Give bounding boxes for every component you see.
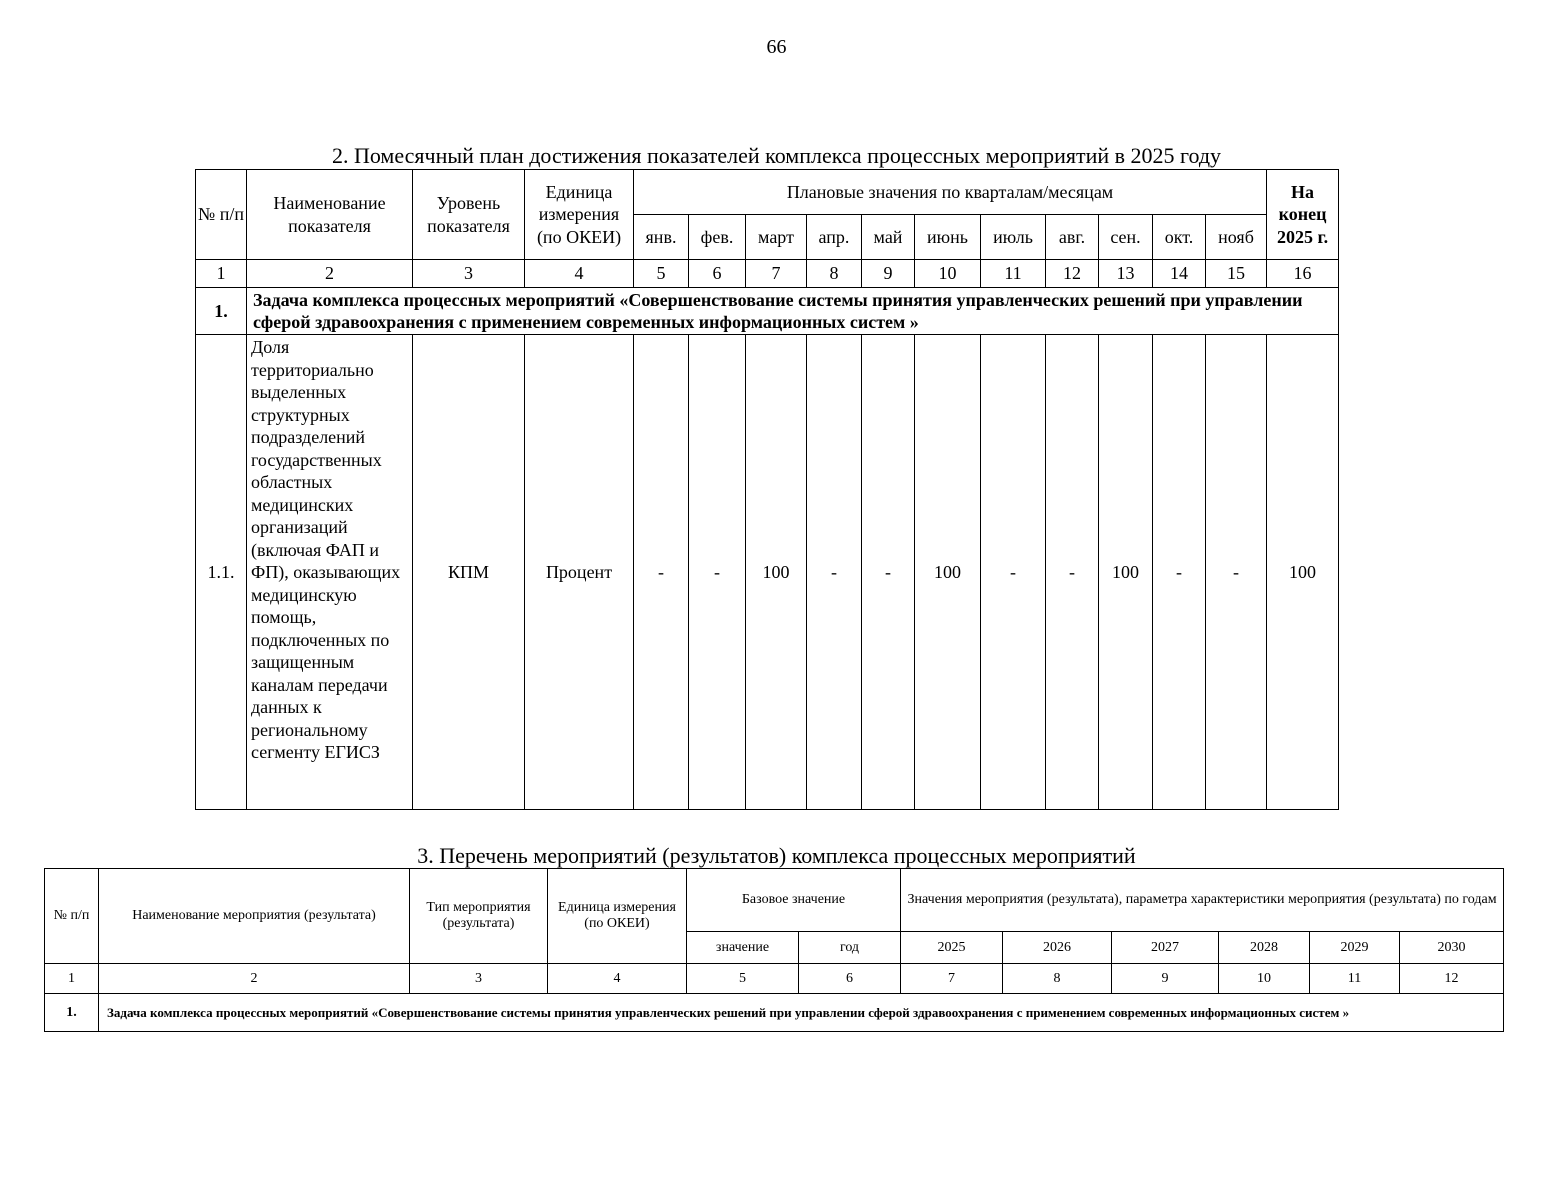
column-number: 10 — [1219, 964, 1310, 994]
month-value: 100 — [915, 335, 981, 810]
month-header: авг. — [1046, 215, 1099, 260]
column-number: 3 — [410, 964, 548, 994]
column-number: 16 — [1267, 260, 1339, 288]
column-number: 2 — [99, 964, 410, 994]
row-num: 1.1. — [196, 335, 247, 810]
header-level: Уровень показателя — [413, 170, 525, 260]
month-value: - — [1153, 335, 1206, 810]
task-text: Задача комплекса процессных мероприятий «Совершенствование системы принятия управленческих решений при управлении сферой здравоохранения с применением современных информационных систем » — [247, 288, 1339, 335]
month-value: - — [1046, 335, 1099, 810]
column-numbers-row — [45, 964, 1504, 994]
monthly-plan-table — [195, 169, 1339, 810]
column-number: 1 — [196, 260, 247, 288]
year-header: 2027 — [1112, 932, 1219, 964]
year-header: 2029 — [1310, 932, 1400, 964]
row-level: КПМ — [413, 335, 525, 810]
column-number: 8 — [807, 260, 862, 288]
column-numbers-row — [196, 260, 1339, 288]
header-name: Наименование мероприятия (результата) — [99, 869, 410, 964]
month-header: нояб — [1206, 215, 1267, 260]
column-number: 6 — [799, 964, 901, 994]
month-value: 100 — [1099, 335, 1153, 810]
header-base-value: значение — [687, 932, 799, 964]
column-number: 6 — [689, 260, 746, 288]
header-planned: Плановые значения по кварталам/месяцам — [634, 170, 1267, 215]
column-number: 3 — [413, 260, 525, 288]
month-value: 100 — [746, 335, 807, 810]
header-num: № п/п — [45, 869, 99, 964]
column-number: 1 — [45, 964, 99, 994]
month-header: июль — [981, 215, 1046, 260]
column-number: 14 — [1153, 260, 1206, 288]
header-base-year: год — [799, 932, 901, 964]
column-number: 9 — [1112, 964, 1219, 994]
column-number: 12 — [1400, 964, 1504, 994]
task-num: 1. — [196, 288, 247, 335]
header-unit: Единица измерения (по ОКЕИ) — [525, 170, 634, 260]
month-value: - — [689, 335, 746, 810]
row-unit: Процент — [525, 335, 634, 810]
month-value: - — [807, 335, 862, 810]
header-unit: Единица измерения (по ОКЕИ) — [548, 869, 687, 964]
task-num: 1. — [45, 994, 99, 1032]
task-row — [196, 288, 1339, 335]
column-number: 11 — [981, 260, 1046, 288]
page-number: 66 — [766, 36, 787, 58]
task-text: Задача комплекса процессных мероприятий «Совершенствование системы принятия управленческих решений при управлении сферой здравоохранения с применением современных информационных систем » — [99, 994, 1504, 1032]
month-value: - — [862, 335, 915, 810]
column-number: 4 — [525, 260, 634, 288]
column-number: 10 — [915, 260, 981, 288]
header-type: Тип мероприятия (результата) — [410, 869, 548, 964]
measures-table — [44, 868, 1504, 1032]
month-header: май — [862, 215, 915, 260]
column-number: 12 — [1046, 260, 1099, 288]
header-num: № п/п — [196, 170, 247, 260]
column-number: 8 — [1003, 964, 1112, 994]
month-header: фев. — [689, 215, 746, 260]
column-number: 5 — [687, 964, 799, 994]
column-number: 11 — [1310, 964, 1400, 994]
header-values-by-year: Значения мероприятия (результата), параметра характеристики мероприятия (результата) по годам — [901, 869, 1504, 932]
month-header: сен. — [1099, 215, 1153, 260]
year-header: 2030 — [1400, 932, 1504, 964]
month-value: - — [634, 335, 689, 810]
header-base: Базовое значение — [687, 869, 901, 932]
column-number: 7 — [901, 964, 1003, 994]
month-header: янв. — [634, 215, 689, 260]
column-number: 5 — [634, 260, 689, 288]
year-header: 2025 — [901, 932, 1003, 964]
section2-title: 2. Помесячный план достижения показателей комплекса процессных мероприятий в 2025 году — [331, 143, 1222, 168]
month-header: июнь — [915, 215, 981, 260]
task-row — [45, 994, 1504, 1032]
row-name: Доля территориально выделенных структурных подразделений государственных областных медицинских организаций (включая ФАП и ФП), оказывающих медицинскую помощь, подключенных по защищенным каналам передачи данных к региональному сегменту ЕГИСЗ — [247, 335, 413, 810]
month-value: - — [1206, 335, 1267, 810]
column-number: 4 — [548, 964, 687, 994]
month-header: март — [746, 215, 807, 260]
column-number: 15 — [1206, 260, 1267, 288]
month-header: апр. — [807, 215, 862, 260]
month-header: окт. — [1153, 215, 1206, 260]
year-header: 2028 — [1219, 932, 1310, 964]
table-row — [196, 335, 1339, 810]
section3-title: 3. Перечень мероприятий (результатов) комплекса процессных мероприятий — [417, 843, 1136, 868]
column-number: 13 — [1099, 260, 1153, 288]
year-header: 2026 — [1003, 932, 1112, 964]
row-end-value: 100 — [1267, 335, 1339, 810]
column-number: 7 — [746, 260, 807, 288]
header-end: На конец 2025 г. — [1267, 170, 1339, 260]
month-value: - — [981, 335, 1046, 810]
column-number: 2 — [247, 260, 413, 288]
column-number: 9 — [862, 260, 915, 288]
header-name: Наименование показателя — [247, 170, 413, 260]
